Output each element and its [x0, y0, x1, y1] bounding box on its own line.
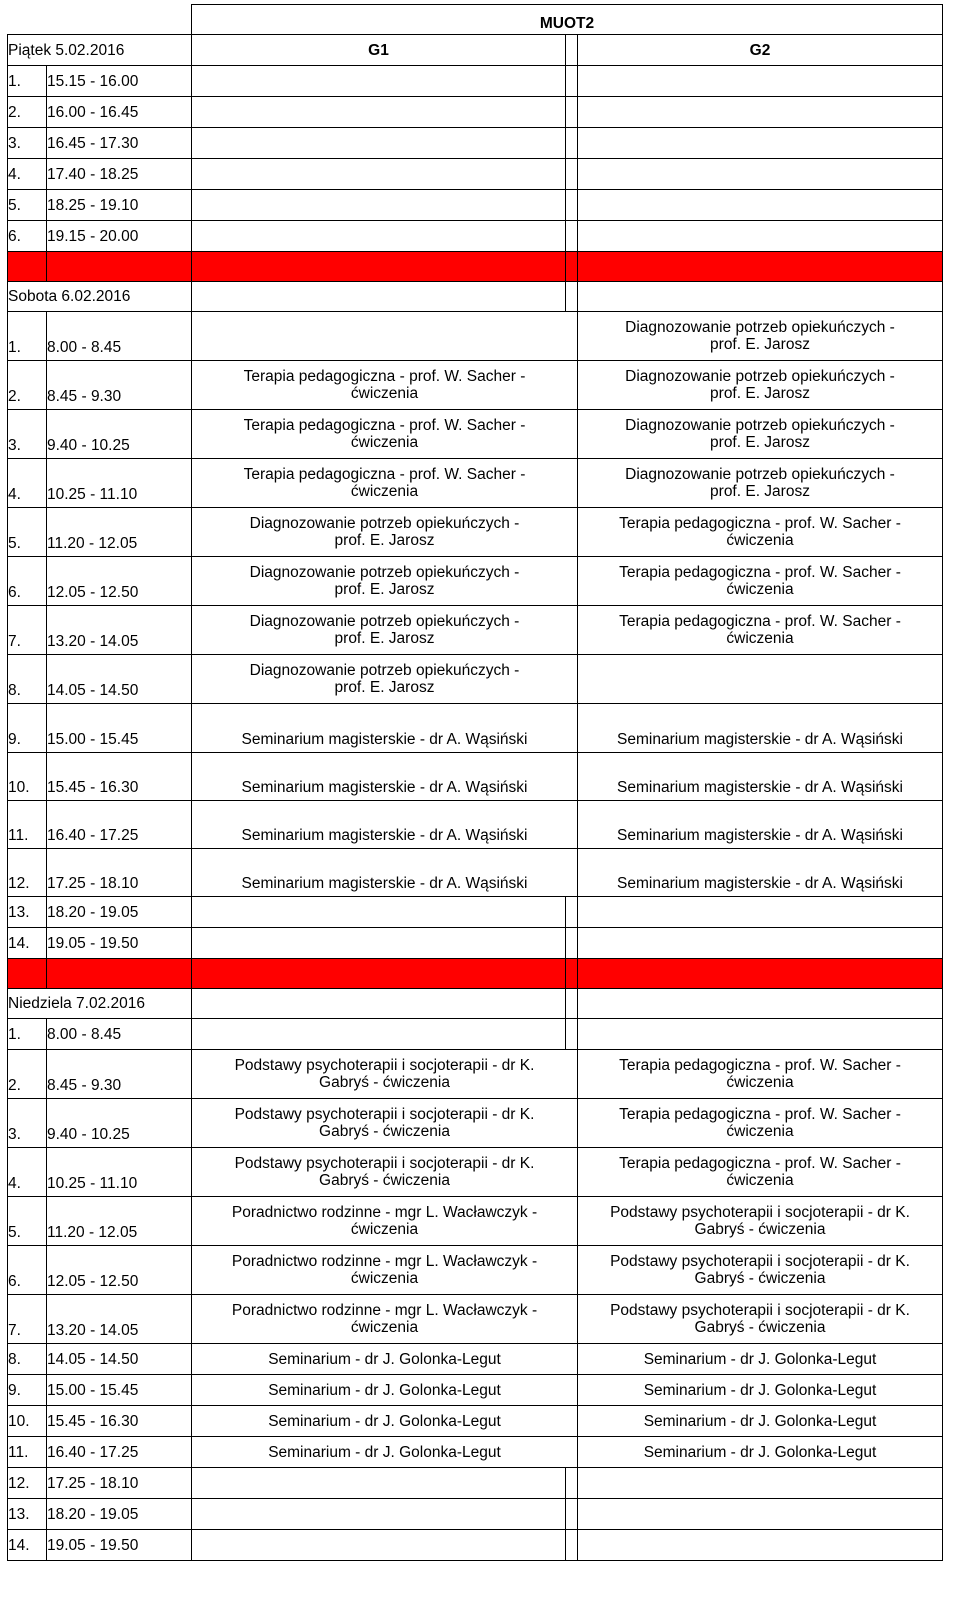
- sunday-slot-row: [8, 1099, 943, 1148]
- slot-time: 13.20 - 14.05: [47, 606, 192, 655]
- slot-time: 18.25 - 19.10: [47, 190, 192, 221]
- g1-cell: [192, 989, 566, 1019]
- g1-subject: [192, 557, 578, 606]
- g1-seminar: Seminarium magisterskie - dr A. Wąsiński: [192, 704, 578, 753]
- g2-subject: [578, 312, 943, 361]
- subject-line-2: ćwiczenia: [350, 1319, 419, 1336]
- subject-line-2: prof. E. Jarosz: [710, 336, 810, 353]
- subject-line-2: Gabryś - ćwiczenia: [694, 1319, 826, 1336]
- g1-cell: [192, 66, 566, 97]
- g2-seminar: Seminarium - dr J. Golonka-Legut: [578, 1375, 943, 1406]
- subject-line-1: Podstawy psychoterapii i socjoterapii - dr K.: [234, 1106, 535, 1123]
- g2-subject: [578, 459, 943, 508]
- spacer-cell: [566, 897, 578, 928]
- slot-time: 15.00 - 15.45: [47, 704, 192, 753]
- subject-line-1: Podstawy psychoterapii i socjoterapii - dr K.: [610, 1204, 910, 1221]
- slot-number: 6.: [8, 557, 47, 606]
- subject-line-1: Diagnozowanie potrzeb opiekuńczych -: [249, 662, 520, 679]
- subject-line-1: Diagnozowanie potrzeb opiekuńczych -: [625, 466, 895, 483]
- g2-seminar: Seminarium - dr J. Golonka-Legut: [578, 1406, 943, 1437]
- day-separator: [8, 959, 943, 989]
- spacer-cell: [566, 97, 578, 128]
- slot-number: 8.: [8, 1344, 47, 1375]
- subject-line-2: prof. E. Jarosz: [334, 532, 435, 549]
- g2-subject: [578, 508, 943, 557]
- separator-cell: [8, 252, 47, 282]
- g2-cell: [578, 1019, 943, 1050]
- friday-slot-row: [8, 128, 943, 159]
- subject-line-2: prof. E. Jarosz: [710, 385, 810, 402]
- g2-subject: [578, 655, 943, 704]
- slot-number: 7.: [8, 606, 47, 655]
- slot-time: 19.05 - 19.50: [47, 928, 192, 959]
- subject-line-2: Gabryś - ćwiczenia: [319, 1123, 450, 1140]
- subject-line-2: ćwiczenia: [726, 630, 794, 647]
- saturday-slot-row: [8, 361, 943, 410]
- friday-date: Piątek 5.02.2016: [8, 35, 192, 66]
- g1-cell: [192, 190, 566, 221]
- separator-cell: [578, 959, 943, 989]
- saturday-seminar-row: [8, 753, 943, 801]
- slot-number: 4.: [8, 159, 47, 190]
- subject-line-1: Terapia pedagogiczna - prof. W. Sacher -: [243, 368, 526, 385]
- sunday-seminar-row: [8, 1375, 943, 1406]
- sunday-slot-row: [8, 1050, 943, 1099]
- subject-line-2: ćwiczenia: [350, 483, 419, 500]
- separator-cell: [566, 959, 578, 989]
- saturday-slot-row: [8, 410, 943, 459]
- g1-subject: [192, 1197, 578, 1246]
- sunday-first-row: [8, 1019, 943, 1050]
- slot-time: 16.40 - 17.25: [47, 801, 192, 849]
- slot-time: 8.00 - 8.45: [47, 312, 192, 361]
- saturday-slot-row: [8, 508, 943, 557]
- spacer-cell: [566, 128, 578, 159]
- slot-number: 10.: [8, 1406, 47, 1437]
- g1-subject: [192, 508, 578, 557]
- saturday-slot-row: [8, 606, 943, 655]
- spacer-cell: [566, 928, 578, 959]
- g2-subject: [578, 1197, 943, 1246]
- subject-line-1: Poradnictwo rodzinne - mgr L. Wacławczyk -: [231, 1204, 538, 1221]
- slot-time: 18.20 - 19.05: [47, 897, 192, 928]
- g1-seminar: Seminarium magisterskie - dr A. Wąsiński: [192, 753, 578, 801]
- slot-time: 10.25 - 11.10: [47, 459, 192, 508]
- friday-slot-row: [8, 159, 943, 190]
- spacer-cell: [566, 1019, 578, 1050]
- sunday-date: Niedziela 7.02.2016: [8, 989, 192, 1019]
- slot-number: 12.: [8, 1468, 47, 1499]
- subject-line-1: Poradnictwo rodzinne - mgr L. Wacławczyk -: [231, 1253, 538, 1270]
- subject-line-1: Diagnozowanie potrzeb opiekuńczych -: [625, 368, 895, 385]
- subject-line-1: Podstawy psychoterapii i socjoterapii - dr K.: [234, 1155, 535, 1172]
- saturday-late-row: [8, 928, 943, 959]
- slot-number: 1.: [8, 66, 47, 97]
- subject-line-1: Terapia pedagogiczna - prof. W. Sacher -: [619, 1057, 901, 1074]
- slot-time: 17.40 - 18.25: [47, 159, 192, 190]
- friday-slot-row: [8, 66, 943, 97]
- g1-seminar: Seminarium - dr J. Golonka-Legut: [192, 1437, 578, 1468]
- saturday-slot-row: [8, 655, 943, 704]
- g2-cell: [578, 190, 943, 221]
- g2-seminar: Seminarium magisterskie - dr A. Wąsiński: [578, 753, 943, 801]
- slot-number: 13.: [8, 897, 47, 928]
- subject-line-2: Gabryś - ćwiczenia: [319, 1074, 450, 1091]
- slot-number: 5.: [8, 190, 47, 221]
- subject-line-1: Terapia pedagogiczna - prof. W. Sacher -: [243, 466, 526, 483]
- slot-time: 15.00 - 15.45: [47, 1375, 192, 1406]
- slot-time: 9.40 - 10.25: [47, 410, 192, 459]
- spacer-cell: [566, 1499, 578, 1530]
- slot-number: 14.: [8, 1530, 47, 1561]
- slot-time: 8.00 - 8.45: [47, 1019, 192, 1050]
- g1-cell: [192, 928, 566, 959]
- slot-number: 9.: [8, 704, 47, 753]
- slot-number: 5.: [8, 508, 47, 557]
- g1-cell: [192, 1530, 566, 1561]
- g1-subject: [192, 1246, 578, 1295]
- slot-time: 16.45 - 17.30: [47, 128, 192, 159]
- slot-number: 7.: [8, 1295, 47, 1344]
- subject-line-2: Gabryś - ćwiczenia: [319, 1172, 450, 1189]
- sunday-seminar-row: [8, 1344, 943, 1375]
- g1-cell: [192, 128, 566, 159]
- slot-time: 17.25 - 18.10: [47, 1468, 192, 1499]
- slot-time: 14.05 - 14.50: [47, 1344, 192, 1375]
- spacer-cell: [566, 989, 578, 1019]
- schedule-table: [7, 4, 943, 1561]
- friday-slot-row: [8, 190, 943, 221]
- g1-subject: [192, 312, 578, 361]
- g1-seminar: Seminarium - dr J. Golonka-Legut: [192, 1344, 578, 1375]
- slot-time: 15.45 - 16.30: [47, 753, 192, 801]
- subject-line-2: prof. E. Jarosz: [334, 630, 435, 647]
- g2-cell: [578, 1499, 943, 1530]
- g2-cell: [578, 1468, 943, 1499]
- subject-line-1: Terapia pedagogiczna - prof. W. Sacher -: [619, 1106, 901, 1123]
- g1-seminar: Seminarium magisterskie - dr A. Wąsiński: [192, 849, 578, 897]
- subject-line-2: Gabryś - ćwiczenia: [694, 1221, 826, 1238]
- g1-subject: [192, 606, 578, 655]
- sunday-late-row: [8, 1530, 943, 1561]
- g2-subject: [578, 1148, 943, 1197]
- slot-time: 14.05 - 14.50: [47, 655, 192, 704]
- spacer-cell: [566, 1468, 578, 1499]
- subject-line-2: ćwiczenia: [726, 1123, 794, 1140]
- g1-subject: [192, 1099, 578, 1148]
- sunday-late-row: [8, 1499, 943, 1530]
- subject-line-2: ćwiczenia: [350, 385, 419, 402]
- slot-number: 9.: [8, 1375, 47, 1406]
- spacer-cell: [566, 66, 578, 97]
- g1-cell: [192, 159, 566, 190]
- sunday-seminar-row: [8, 1437, 943, 1468]
- separator-cell: [47, 959, 192, 989]
- slot-number: 14.: [8, 928, 47, 959]
- subject-line-1: Diagnozowanie potrzeb opiekuńczych -: [625, 319, 895, 336]
- saturday-slot-row: [8, 557, 943, 606]
- g2-cell: [578, 897, 943, 928]
- g2-seminar: Seminarium magisterskie - dr A. Wąsiński: [578, 704, 943, 753]
- spacer-cell: [566, 159, 578, 190]
- friday-slot-row: [8, 97, 943, 128]
- slot-number: 1.: [8, 1019, 47, 1050]
- g1-cell: [192, 282, 566, 312]
- spacer-cell: [566, 282, 578, 312]
- slot-time: 13.20 - 14.05: [47, 1295, 192, 1344]
- slot-time: 15.45 - 16.30: [47, 1406, 192, 1437]
- g2-subject: [578, 361, 943, 410]
- g1-subject: [192, 361, 578, 410]
- g2-cell: [578, 159, 943, 190]
- separator-cell: [8, 959, 47, 989]
- spacer-cell: [566, 221, 578, 252]
- slot-number: 3.: [8, 128, 47, 159]
- g2-cell: [578, 66, 943, 97]
- slot-number: 1.: [8, 312, 47, 361]
- slot-number: 6.: [8, 221, 47, 252]
- slot-number: 11.: [8, 801, 47, 849]
- slot-number: 3.: [8, 1099, 47, 1148]
- g2-subject: [578, 1246, 943, 1295]
- subject-line-1: Terapia pedagogiczna - prof. W. Sacher -: [619, 564, 901, 581]
- separator-cell: [47, 252, 192, 282]
- separator-cell: [192, 252, 566, 282]
- g1-subject: [192, 1050, 578, 1099]
- saturday-date-row: [8, 282, 943, 312]
- slot-number: 11.: [8, 1437, 47, 1468]
- saturday-date: Sobota 6.02.2016: [8, 282, 192, 312]
- group1-header: G1: [192, 35, 566, 66]
- g2-subject: [578, 1050, 943, 1099]
- saturday-slot-row: [8, 312, 943, 361]
- saturday-late-row: [8, 897, 943, 928]
- g1-subject: [192, 1148, 578, 1197]
- saturday-seminar-row: [8, 849, 943, 897]
- g2-cell: [578, 97, 943, 128]
- subject-line-1: Diagnozowanie potrzeb opiekuńczych -: [249, 613, 520, 630]
- saturday-seminar-row: [8, 704, 943, 753]
- saturday-slot-row: [8, 459, 943, 508]
- slot-number: 13.: [8, 1499, 47, 1530]
- sunday-slot-row: [8, 1148, 943, 1197]
- spacer-cell: [566, 190, 578, 221]
- subject-line-2: prof. E. Jarosz: [334, 581, 435, 598]
- slot-time: 15.15 - 16.00: [47, 66, 192, 97]
- subject-line-1: Terapia pedagogiczna - prof. W. Sacher -: [619, 1155, 901, 1172]
- subject-line-2: ćwiczenia: [350, 434, 419, 451]
- g1-seminar: Seminarium - dr J. Golonka-Legut: [192, 1375, 578, 1406]
- slot-time: 12.05 - 12.50: [47, 557, 192, 606]
- slot-number: 10.: [8, 753, 47, 801]
- day-separator: [8, 252, 943, 282]
- slot-time: 10.25 - 11.10: [47, 1148, 192, 1197]
- g2-seminar: Seminarium - dr J. Golonka-Legut: [578, 1437, 943, 1468]
- g1-cell: [192, 221, 566, 252]
- subject-line-2: prof. E. Jarosz: [710, 434, 810, 451]
- g2-subject: [578, 1295, 943, 1344]
- g2-cell: [578, 221, 943, 252]
- separator-cell: [192, 959, 566, 989]
- subject-line-2: prof. E. Jarosz: [334, 679, 435, 696]
- slot-number: 6.: [8, 1246, 47, 1295]
- slot-time: 16.40 - 17.25: [47, 1437, 192, 1468]
- slot-number: 2.: [8, 97, 47, 128]
- subject-line-1: Diagnozowanie potrzeb opiekuńczych -: [249, 564, 520, 581]
- slot-time: 9.40 - 10.25: [47, 1099, 192, 1148]
- separator-cell: [566, 252, 578, 282]
- subject-line-1: Terapia pedagogiczna - prof. W. Sacher -: [619, 515, 901, 532]
- g2-cell: [578, 989, 943, 1019]
- slot-number: 4.: [8, 459, 47, 508]
- slot-number: 3.: [8, 410, 47, 459]
- sunday-date-row: [8, 989, 943, 1019]
- program-title: MUOT2: [192, 5, 943, 35]
- g1-subject: [192, 459, 578, 508]
- subject-line-1: Poradnictwo rodzinne - mgr L. Wacławczyk -: [231, 1302, 538, 1319]
- g2-cell: [578, 1530, 943, 1561]
- slot-number: 2.: [8, 1050, 47, 1099]
- subject-line-2: ćwiczenia: [350, 1270, 419, 1287]
- g1-cell: [192, 1468, 566, 1499]
- subject-line-1: Podstawy psychoterapii i socjoterapii - dr K.: [610, 1302, 910, 1319]
- subject-line-2: ćwiczenia: [726, 1172, 794, 1189]
- g1-cell: [192, 1019, 566, 1050]
- g2-subject: [578, 606, 943, 655]
- g2-subject: [578, 557, 943, 606]
- g1-cell: [192, 897, 566, 928]
- saturday-seminar-row: [8, 801, 943, 849]
- subject-line-1: Diagnozowanie potrzeb opiekuńczych -: [625, 417, 895, 434]
- g2-cell: [578, 282, 943, 312]
- subject-line-2: ćwiczenia: [726, 532, 794, 549]
- slot-time: 19.05 - 19.50: [47, 1530, 192, 1561]
- g2-cell: [578, 128, 943, 159]
- friday-slot-row: [8, 221, 943, 252]
- group2-header: G2: [578, 35, 943, 66]
- slot-time: 16.00 - 16.45: [47, 97, 192, 128]
- sunday-late-row: [8, 1468, 943, 1499]
- sunday-slot-row: [8, 1246, 943, 1295]
- subject-line-1: Diagnozowanie potrzeb opiekuńczych -: [249, 515, 520, 532]
- g2-seminar: Seminarium - dr J. Golonka-Legut: [578, 1344, 943, 1375]
- g1-subject: [192, 410, 578, 459]
- slot-time: 18.20 - 19.05: [47, 1499, 192, 1530]
- g2-seminar: Seminarium magisterskie - dr A. Wąsiński: [578, 849, 943, 897]
- sunday-slot-row: [8, 1197, 943, 1246]
- subject-line-2: Gabryś - ćwiczenia: [694, 1270, 826, 1287]
- slot-time: 8.45 - 9.30: [47, 361, 192, 410]
- slot-number: 5.: [8, 1197, 47, 1246]
- slot-time: 17.25 - 18.10: [47, 849, 192, 897]
- slot-time: 19.15 - 20.00: [47, 221, 192, 252]
- subject-line-1: Podstawy psychoterapii i socjoterapii - dr K.: [610, 1253, 910, 1270]
- subject-line-2: ćwiczenia: [726, 581, 794, 598]
- subject-line-2: ćwiczenia: [726, 1074, 794, 1091]
- subject-line-1: Terapia pedagogiczna - prof. W. Sacher -: [619, 613, 901, 630]
- g2-subject: [578, 1099, 943, 1148]
- g1-seminar: Seminarium - dr J. Golonka-Legut: [192, 1406, 578, 1437]
- g1-cell: [192, 97, 566, 128]
- spacer-cell: [566, 1530, 578, 1561]
- slot-time: 8.45 - 9.30: [47, 1050, 192, 1099]
- sunday-seminar-row: [8, 1406, 943, 1437]
- slot-time: 12.05 - 12.50: [47, 1246, 192, 1295]
- subject-line-1: Terapia pedagogiczna - prof. W. Sacher -: [243, 417, 526, 434]
- sunday-slot-row: [8, 1295, 943, 1344]
- separator-cell: [578, 252, 943, 282]
- slot-time: 11.20 - 12.05: [47, 508, 192, 557]
- g2-cell: [578, 928, 943, 959]
- g1-cell: [192, 1499, 566, 1530]
- slot-number: 4.: [8, 1148, 47, 1197]
- subject-line-2: prof. E. Jarosz: [710, 483, 810, 500]
- g2-subject: [578, 410, 943, 459]
- g1-subject: [192, 655, 578, 704]
- slot-number: 8.: [8, 655, 47, 704]
- subject-line-2: ćwiczenia: [350, 1221, 419, 1238]
- g1-seminar: Seminarium magisterskie - dr A. Wąsiński: [192, 801, 578, 849]
- slot-number: 12.: [8, 849, 47, 897]
- g1-subject: [192, 1295, 578, 1344]
- slot-time: 11.20 - 12.05: [47, 1197, 192, 1246]
- slot-number: 2.: [8, 361, 47, 410]
- subject-line-1: Podstawy psychoterapii i socjoterapii - dr K.: [234, 1057, 535, 1074]
- g2-seminar: Seminarium magisterskie - dr A. Wąsiński: [578, 801, 943, 849]
